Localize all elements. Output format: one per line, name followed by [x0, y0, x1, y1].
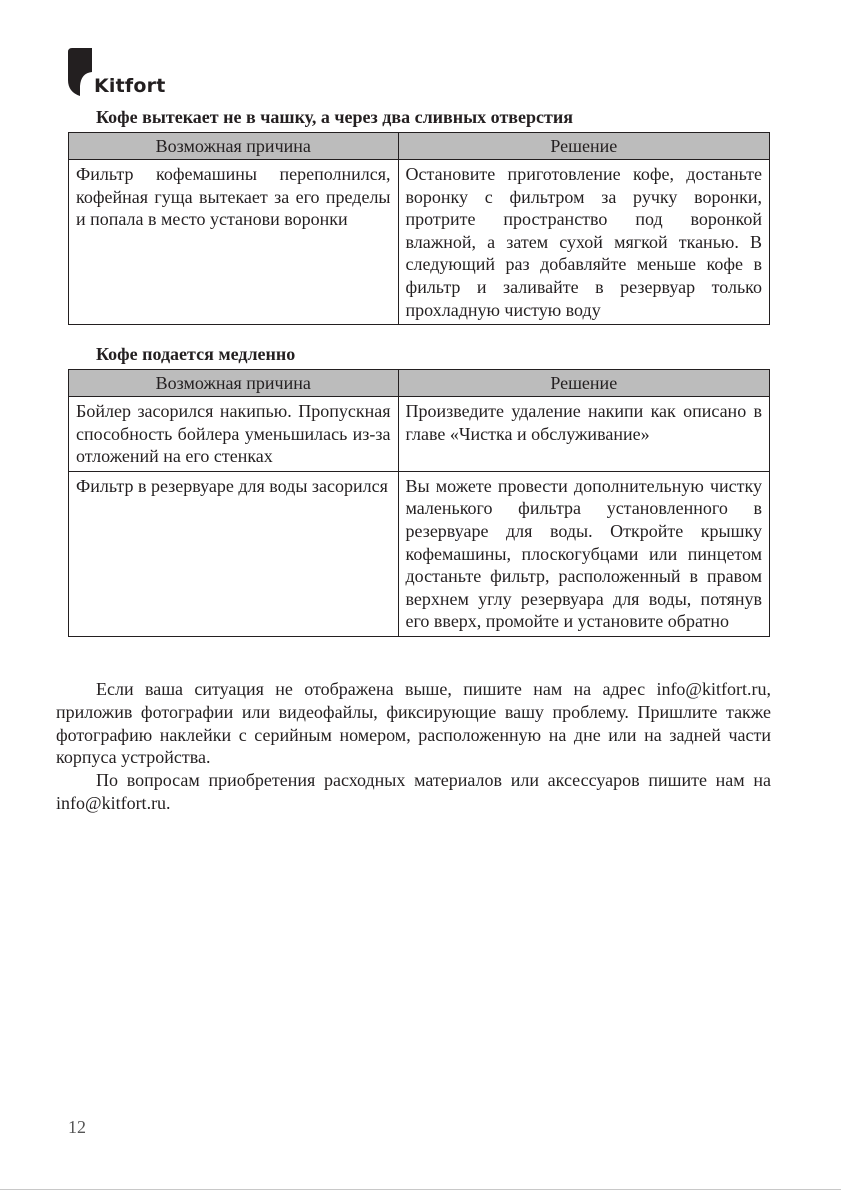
solution-cell: Вы можете провести дополнительную чистку маленького фильтра установленного в резервуаре для воды. Откройте крышку кофемашины, плоскогубцами или пинцетом достаньте фильтр, расположенный в правом верхнем углу резервуара для воды, потянув его вверх, промойте и установите обратно	[398, 471, 770, 636]
cause-cell: Фильтр кофемашины переполнился, кофейная гуща вытекает за его пределы и попала в место установи воронки	[69, 160, 399, 325]
table-row	[69, 471, 770, 636]
column-header-solution: Решение	[398, 133, 769, 160]
brand-name: Kitfort	[94, 75, 166, 97]
kitfort-logo-mark-icon	[68, 48, 94, 96]
table-row	[69, 397, 770, 472]
cause-cell: Фильтр в резервуаре для воды засорился	[69, 471, 399, 636]
table-header-row	[69, 370, 770, 397]
column-header-solution: Решение	[398, 370, 770, 397]
page-bottom-rule	[0, 1189, 841, 1190]
column-header-cause: Возможная причина	[69, 133, 399, 160]
paragraph: Если ваша ситуация не отображена выше, пишите нам на адрес info@kitfort.ru, приложив фотографии или видеофайлы, фиксирующие вашу проблему. Пришлите также фотографию наклейки с серийным номером, расположенную на дне или на задней части корпуса устройства.	[56, 679, 771, 768]
contact-info-text	[56, 678, 771, 815]
section-heading: Кофе вытекает не в чашку, а через два сливных отверстия	[96, 107, 573, 127]
section-heading: Кофе подается медленно	[96, 344, 296, 364]
solution-cell: Остановите приготовление кофе, достаньте воронку с фильтром за ручку воронки, протрите пространство под воронкой влажной, а затем сухой мягкой тканью. В следующий раз добавляйте меньше кофе в фильтр и заливайте в резервуар только прохладную чистую воду	[398, 160, 769, 325]
column-header-cause: Возможная причина	[69, 370, 399, 397]
page-number: 12	[68, 1117, 86, 1137]
troubleshooting-table	[68, 132, 770, 325]
kitfort-logo	[68, 48, 198, 98]
solution-cell: Произведите удаление накипи как описано в главе «Чистка и обслуживание»	[398, 397, 770, 472]
troubleshooting-table	[68, 369, 770, 637]
cause-cell: Бойлер засорился накипью. Пропускная способность бойлера уменьшилась из-за отложений на его стенках	[69, 397, 399, 472]
paragraph: По вопросам приобретения расходных материалов или аксессуаров пишите нам на info@kitfort.ru.	[56, 770, 771, 813]
table-row	[69, 160, 770, 325]
table-header-row	[69, 133, 770, 160]
